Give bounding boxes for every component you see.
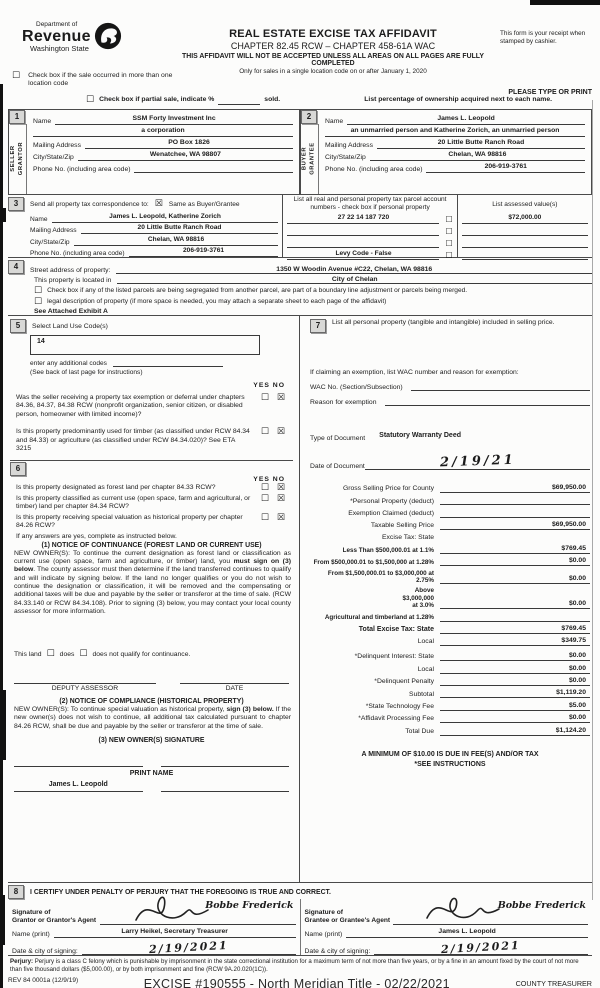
grantor-signature-line[interactable] (100, 900, 296, 925)
notice-continuance-title: (1) NOTICE OF CONTINUANCE (FOREST LAND OR CURRENT USE) (41, 541, 262, 549)
see-back-note: (See back of last page for instructions) (30, 369, 143, 376)
tax-label: Agricultural and timberland at 1.28% (324, 614, 434, 622)
seller-csz-field[interactable]: Wenatchee, WA 98807 (78, 151, 293, 161)
corr-mailing-field[interactable]: 20 Little Butte Ranch Road (81, 224, 279, 234)
buyer-side-label (301, 124, 319, 194)
street-address-field[interactable]: 1350 W Woodin Avenue #C22, Chelan, WA 98816 (116, 266, 592, 274)
scan-artifact-right (592, 100, 593, 900)
legal-description-checkbox[interactable]: ☐ (34, 297, 43, 307)
date-of-document-label: Date of Document (310, 463, 365, 470)
corr-mailing-label: Mailing Address (30, 227, 77, 234)
grantee-sig-label1: Signature of (304, 908, 343, 916)
assessed-value-field[interactable] (462, 238, 588, 248)
tax-value[interactable]: $0.00 (440, 652, 590, 661)
question-timber-agriculture: Is this property predominantly used for timber (as classified under RCW 84.34 and 84.33) or agriculture (as classified under RCW 84.34.020)? See ETA 3215 (16, 428, 250, 453)
section-1-number: 1 (9, 110, 25, 124)
assessor-date-line[interactable] (180, 673, 289, 684)
buyer-desc-field[interactable]: an unmarried person and Katherine Zorich, an unmarried person (325, 127, 585, 137)
tax-value[interactable]: $0.00 (440, 665, 590, 674)
partial-sale-percent-field[interactable] (218, 96, 260, 105)
seller-desc-field[interactable]: a corporation (33, 127, 293, 137)
tax-value[interactable]: $69,950.00 (440, 484, 590, 493)
seller-phone-label: Phone No. (including area code) (33, 166, 131, 173)
parcel-personal-checkbox[interactable]: ☐ (445, 238, 453, 248)
reason-field[interactable] (385, 396, 591, 406)
dor-logo (8, 16, 166, 72)
tax-column (300, 316, 592, 882)
does-not-label: does not qualify for continuance. (92, 651, 191, 659)
form-note: Only for sales in a single location code on or after January 1, 2020 (239, 68, 427, 75)
print-name-caption: PRINT NAME (129, 769, 174, 777)
grantee-signature-line[interactable] (393, 900, 589, 925)
grantor-sig-label2: Grantor or Grantor's Agent (12, 916, 97, 924)
tax-value[interactable]: $0.00 (440, 714, 590, 723)
buyer-side-line1: BUYER (301, 147, 308, 171)
tax-label: From $500,000.01 to $1,500,000 at 1.28% (313, 558, 434, 566)
parcel-personal-checkbox[interactable]: ☐ (445, 214, 453, 224)
scan-artifact-blob1 (0, 208, 6, 222)
scan-artifact-blob2 (0, 690, 6, 760)
yes-no-header-2: YES NO (253, 475, 285, 483)
question-historical: Is this property receiving special valuation as historical property per chapter 84.26 RCW? (16, 513, 243, 530)
partial-sale-checkbox[interactable]: ☐ (86, 95, 95, 105)
notice-compliance-paragraph: NEW OWNER(S): To continue special valuation as historical property, sign (3) below. If the new owner(s) does not wish to continue, all additional tax calculated pursuant to chapter 84.26 RCW, shall be due and payable by the seller or transferor at the time of sale. (14, 706, 291, 730)
segregated-checkbox[interactable]: ☐ (34, 285, 43, 296)
tax-value[interactable]: $1,119.20 (440, 689, 590, 698)
land-use-label: Select Land Use Code(s) (32, 322, 108, 330)
dor-swirl-icon (94, 22, 122, 55)
tax-label: Subtotal (409, 690, 434, 698)
q-timber-yes-checkbox[interactable]: ☐ (260, 427, 269, 438)
parcel-number-field[interactable] (287, 238, 439, 248)
tax-label: Taxable Selling Price (370, 522, 434, 530)
legal-description-label: legal description of property (if more space is needed, you may attach a separate sheet to each page of the affidavit) (47, 298, 387, 305)
tax-value[interactable]: $0.00 (440, 575, 590, 584)
q-exemption-no-checkbox[interactable]: ☒ (276, 393, 285, 403)
form-subtitle: CHAPTER 82.45 RCW – CHAPTER 458-61A WAC (230, 41, 436, 51)
form-rev-number: REV 84 0001a (12/9/19) (8, 976, 79, 984)
tax-label: Excise Tax: State (381, 533, 434, 541)
ownership-note: List percentage of ownership acquired next to each name. (364, 96, 552, 103)
seller-section (8, 109, 300, 195)
seller-mailing-label: Mailing Address (33, 142, 81, 149)
q-currentuse-no-checkbox[interactable]: ☒ (276, 493, 285, 504)
land-use-code-field[interactable]: 14 (30, 335, 260, 355)
does-not-checkbox[interactable]: ☐ (79, 649, 88, 660)
seller-csz-label: City/State/Zip (33, 154, 74, 161)
this-land-label: This land (14, 651, 42, 659)
partial-sale-label: Check box if partial sale, indicate % (99, 96, 215, 103)
multi-location-label: Check box if the sale occurred in more than one location code (28, 72, 173, 88)
corr-name-field[interactable]: James L. Leopold, Katherine Zorich (52, 213, 279, 223)
parcel-number-field[interactable] (287, 226, 439, 236)
same-as-buyer-label: Same as Buyer/Grantee (168, 200, 240, 208)
corr-phone-label: Phone No. (including area code) (30, 250, 125, 257)
seller-side-line2: GRANTOR (17, 142, 24, 176)
tax-label: Total Due (405, 727, 434, 735)
notice-compliance-title: (2) NOTICE OF COMPLIANCE (HISTORICAL PROPERTY) (59, 698, 244, 706)
buyer-mailing-field[interactable]: 20 Little Butte Ranch Road (377, 139, 585, 149)
grantor-date-field[interactable]: 2/19/2021 (82, 941, 296, 955)
tax-label: Above $3,000,000 at 3.0% (402, 587, 434, 609)
type-of-document-label: Type of Document (310, 435, 366, 442)
parcel-personal-checkbox[interactable]: ☐ (445, 250, 453, 260)
section-3-number: 3 (8, 197, 24, 211)
date-of-document-field[interactable]: 2/19/21 (365, 454, 590, 470)
tax-label: *Personal Property (deduct) (350, 497, 434, 505)
tax-value[interactable]: $5.00 (440, 702, 590, 711)
located-in-label: This property is located in (34, 277, 112, 284)
assessor-date-caption: DATE (225, 685, 244, 693)
located-in-field[interactable]: City of Chelan (117, 276, 592, 284)
section-8-number: 8 (8, 885, 24, 899)
buyer-csz-label: City/State/Zip (325, 154, 366, 161)
if-yes-note: If any answers are yes, complete as instructed below. (16, 532, 177, 540)
form-title: REAL ESTATE EXCISE TAX AFFIDAVIT (229, 28, 437, 40)
tax-label: Less Than $500,000.01 at 1.1% (342, 546, 434, 554)
buyer-mailing-label: Mailing Address (325, 142, 373, 149)
segregated-label: Check box if any of the listed parcels are being segregated from another parcel, are part of a boundary line adjustment or parcels being merged. (47, 286, 468, 294)
tax-label: Exemption Claimed (deduct) (348, 509, 434, 517)
deputy-assessor-signature-line[interactable] (14, 673, 156, 684)
yes-no-header: YES NO (253, 382, 285, 389)
deputy-assessor-caption: DEPUTY ASSESSOR (51, 685, 119, 693)
logo-dept-text: Department of (36, 21, 78, 28)
grantor-signature-block (8, 899, 300, 955)
tax-value[interactable]: $0.00 (440, 677, 590, 686)
type-of-document-field[interactable]: Statutory Warranty Deed (379, 432, 461, 439)
logo-state-text: Washington State (30, 43, 89, 53)
grantee-signature-block (300, 899, 593, 955)
tax-value[interactable] (440, 496, 590, 505)
sold-label: sold. (264, 96, 281, 103)
grantee-sig-label2: Grantee or Grantee's Agent (304, 916, 391, 924)
tax-value[interactable]: $1,124.20 (440, 727, 590, 736)
grantee-name-print-label: Name (print) (304, 931, 343, 938)
additional-codes-label: enter any additional codes (30, 360, 107, 367)
tax-label: Total Excise Tax: State (358, 625, 434, 633)
scan-artifact-top (530, 0, 600, 5)
corr-csz-label: City/State/Zip (30, 238, 70, 246)
grantee-name-print-field[interactable]: James L. Leopold (346, 928, 588, 938)
parcel-personal-checkbox[interactable]: ☐ (445, 226, 453, 236)
section-6-number: 6 (10, 462, 26, 476)
tax-label: Gross Selling Price for County (342, 485, 434, 493)
reason-label: Reason for exemption (310, 399, 377, 406)
grantor-sig-label1: Signature of (12, 908, 51, 916)
street-address-label: Street address of property: (30, 267, 111, 274)
tax-value[interactable] (440, 613, 590, 622)
certify-statement: I CERTIFY UNDER PENALTY OF PERJURY THAT THE FOREGOING IS TRUE AND CORRECT. (30, 888, 331, 896)
q-historical-yes-checkbox[interactable]: ☐ (260, 512, 269, 523)
assessed-values-header: List assessed value(s) (492, 201, 558, 208)
same-as-buyer-checkbox[interactable]: ☒ (154, 198, 163, 209)
parcel-number-field[interactable]: 27 22 14 187 720 (287, 214, 439, 224)
receipt-note: This form is your receipt when stamped by cashier. (500, 30, 586, 45)
logo-revenue-text: Revenue (22, 27, 91, 45)
buyer-section (300, 109, 592, 195)
new-owner-signature-title: (3) NEW OWNER(S) SIGNATURE (98, 736, 205, 744)
question-current-use: Is this property classified as current use (open space, farm and agricultural, or timber) land per chapter 84.34 RCW? (16, 494, 251, 511)
corr-name-label: Name (30, 215, 48, 223)
grantee-stamp-name: Bobbe Frederick (497, 900, 586, 911)
perjury-note: Perjury: Perjury is a class C felony which is punishable by imprisonment in the state correctional institution for a maximum term of not more than five years, or by a fine in an amount fixed by the court of not more than five thousand dollars ($5,000.00), or by both imprisonment and fine (RCW 9A.20.020(1C)). (10, 958, 579, 973)
buyer-name-label: Name (325, 118, 344, 125)
q-forest-no-checkbox[interactable]: ☒ (276, 482, 285, 493)
tax-value[interactable] (440, 509, 590, 518)
q-historical-no-checkbox[interactable]: ☒ (276, 512, 285, 523)
question-exemption-deferral: Was the seller receiving a property tax exemption or deferral under chapters 84.36, 84.37, 84.38 RCW (nonprofit organization, senior citizen, or disabled person, homeowner with limited income)? (16, 394, 245, 418)
tax-label: *Delinquent Penalty (374, 678, 434, 686)
additional-codes-field[interactable] (113, 358, 223, 367)
notice-continuance-paragraph: NEW OWNER(S): To continue the current designation as forest land or classification as current use (open space, farm and agriculture, or timber) land, you must sign on (3) below. The county assessor must then determine if the land transferred continues to qualify and will indicate by signing below. If the land no longer qualifies or you do not wish to continue the designation or classification, it will be removed and the compensating or additional taxes will be due and payable by the seller or transferor at the time of sale. (RCW 84.33.140 or RCW 84.34.108). Prior to signing (3) below, you may contact your local county assessor for more information. (14, 549, 291, 615)
section-4-number: 4 (8, 260, 24, 274)
section-2-number: 2 (301, 110, 317, 124)
does-checkbox[interactable]: ☐ (46, 649, 55, 660)
seller-side-label (9, 124, 27, 194)
printed-name-field[interactable]: James L. Leopold (14, 781, 143, 792)
buyer-phone-field[interactable]: 206-919-3761 (426, 163, 585, 173)
section-7-number: 7 (310, 319, 326, 333)
seller-name-field[interactable]: SSM Forty Investment Inc (55, 115, 293, 125)
tax-label: *State Technology Fee (365, 703, 434, 711)
buyer-phone-label: Phone No. (including area code) (325, 166, 423, 173)
tax-label: Local (417, 665, 434, 673)
tax-value[interactable]: $769.45 (440, 545, 590, 554)
buyer-csz-field[interactable]: Chelan, WA 98816 (370, 151, 585, 161)
send-correspondence-label: Send all property tax correspondence to: (30, 200, 149, 208)
tax-value[interactable]: $0.00 (440, 557, 590, 566)
tax-label: Local (417, 638, 434, 646)
personal-property-label: List all personal property (tangible and intangible) included in selling price. (332, 319, 555, 326)
owner-signature-line-1[interactable] (14, 756, 143, 767)
q-timber-no-checkbox[interactable]: ☒ (276, 427, 285, 438)
grantor-stamp-name: Bobbe Frederick (205, 900, 294, 911)
does-label: does (59, 651, 75, 659)
excise-stamp-text: EXCISE #190555 - North Meridian Title - 02/22/2021 (143, 976, 450, 988)
scan-artifact-blob3 (0, 895, 5, 945)
type-or-print-label: PLEASE TYPE OR PRINT (508, 89, 592, 96)
q-forest-yes-checkbox[interactable]: ☐ (260, 482, 269, 493)
grantor-name-print-field[interactable]: Larry Heikel, Secretary Treasurer (54, 928, 296, 938)
tax-label: *Affidavit Processing Fee (358, 715, 434, 723)
printed-name-field-2[interactable] (161, 781, 290, 792)
owner-signature-line-2[interactable] (161, 756, 290, 767)
tax-value[interactable]: $349.75 (440, 637, 590, 646)
grantee-date-field[interactable]: 2/19/2021 (374, 941, 588, 955)
tax-calculation (310, 484, 590, 736)
wac-field[interactable] (411, 381, 590, 391)
tax-label: *Delinquent Interest: State (354, 653, 434, 661)
form-header (8, 16, 592, 75)
tax-label: From $1,500,000.01 to $3,000,000 at 2.75% (327, 569, 434, 584)
grantor-name-print-label: Name (print) (12, 931, 50, 938)
assessed-value-field[interactable]: $72,000.00 (462, 214, 588, 224)
section-5-number: 5 (10, 319, 26, 333)
assessed-value-field[interactable] (462, 250, 588, 260)
property-location-section (8, 258, 592, 316)
minimum-fee-note: A MINIMUM OF $10.00 IS DUE IN FEE(S) AND/OR TAX *SEE INSTRUCTIONS (361, 750, 539, 769)
parcel-numbers-header: List all real and personal property tax parcel account numbers - check box if personal property (293, 196, 447, 211)
grantee-date-label: Date & city of signing: (304, 948, 371, 955)
certification-section (8, 883, 592, 956)
exemption-intro: If claiming an exemption, list WAC number and reason for exemption: (310, 369, 519, 376)
form-warning: THIS AFFIDAVIT WILL NOT BE ACCEPTED UNLESS ALL AREAS ON ALL PAGES ARE FULLY COMPLETED (182, 53, 484, 67)
seller-side-line1: SELLER (9, 145, 16, 173)
corr-csz-field[interactable]: Chelan, WA 98816 (74, 236, 279, 246)
grantor-date-label: Date & city of signing: (12, 948, 78, 955)
q-currentuse-yes-checkbox[interactable]: ☐ (260, 493, 269, 504)
seller-name-label: Name (33, 118, 52, 125)
tax-value[interactable]: $769.45 (440, 625, 590, 634)
buyer-name-field[interactable]: James L. Leopold (347, 115, 585, 125)
corr-phone-field[interactable]: 206-919-3761 (129, 247, 279, 257)
multi-location-checkbox[interactable]: ☐ (12, 71, 21, 81)
seller-phone-field[interactable] (134, 163, 293, 173)
county-treasurer-label: COUNTY TREASURER (515, 978, 592, 988)
seller-mailing-field[interactable]: PO Box 1826 (85, 139, 293, 149)
correspondence-section (8, 195, 592, 258)
q-exemption-yes-checkbox[interactable]: ☐ (260, 393, 269, 403)
land-use-column (8, 316, 300, 882)
tax-value[interactable]: $69,950.00 (440, 521, 590, 530)
question-forest-land: Is this property designated as forest land per chapter 84.33 RCW? (16, 483, 216, 491)
wac-label: WAC No. (Section/Subsection) (310, 384, 403, 391)
levy-code-field[interactable]: Levy Code - False (287, 250, 439, 260)
section-6 (10, 460, 293, 792)
exhibit-note: See Attached Exhibit A (34, 308, 108, 315)
buyer-side-line2: GRANTEE (309, 142, 316, 176)
assessed-value-field[interactable] (462, 226, 588, 236)
tax-value[interactable]: $0.00 (440, 600, 590, 609)
